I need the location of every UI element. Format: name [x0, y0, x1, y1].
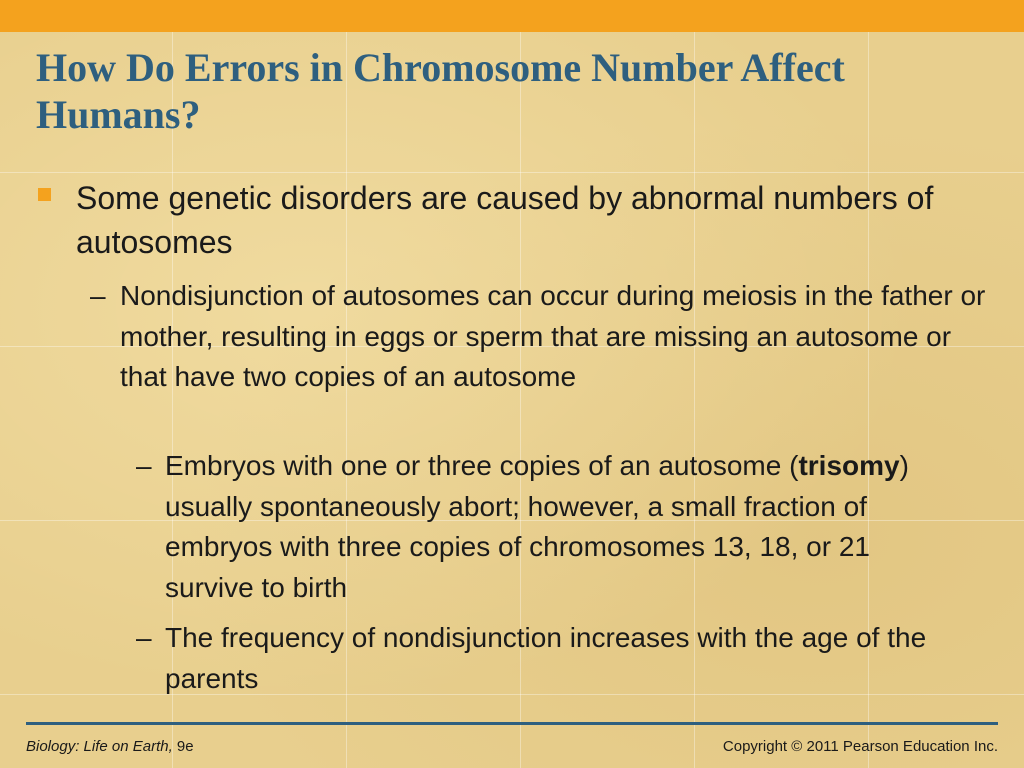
- dash-bullet-icon: –: [90, 280, 106, 311]
- bullet-level3: The frequency of nondisjunction increases with the age of the parents: [165, 622, 927, 694]
- bullet-level2: Nondisjunction of autosomes can occur during meiosis in the father or mother, resulting in eggs or sperm that are missing an autosome or that have two copies of an autosome: [120, 280, 986, 392]
- bullet-level1: Some genetic disorders are caused by abnormal numbers of autosomes: [76, 180, 934, 260]
- footer-copyright: Copyright © 2011 Pearson Education Inc.: [722, 738, 998, 755]
- edition: 9e: [172, 738, 194, 755]
- bold-term: trisomy: [798, 450, 900, 481]
- top-accent-bar: [0, 0, 1024, 32]
- bullet-text: ) usually spontaneously abort; however, a small fraction of embryos with three copies of chromosomes 13, 18, or 21 survive to birth: [165, 450, 909, 603]
- bullet-level3: [165, 446, 965, 608]
- slide-title: How Do Errors in Chromosome Number Affect Humans?: [36, 45, 845, 137]
- book-title: Biology: Life on Earth,: [26, 738, 173, 755]
- footer-book-title: [26, 738, 194, 755]
- bullet-text: Embryos with one or three copies of an autosome (: [165, 450, 799, 481]
- square-bullet-icon: [38, 188, 51, 201]
- footer-divider: [26, 722, 998, 725]
- dash-bullet-icon: –: [136, 450, 152, 481]
- dash-bullet-icon: –: [136, 622, 152, 653]
